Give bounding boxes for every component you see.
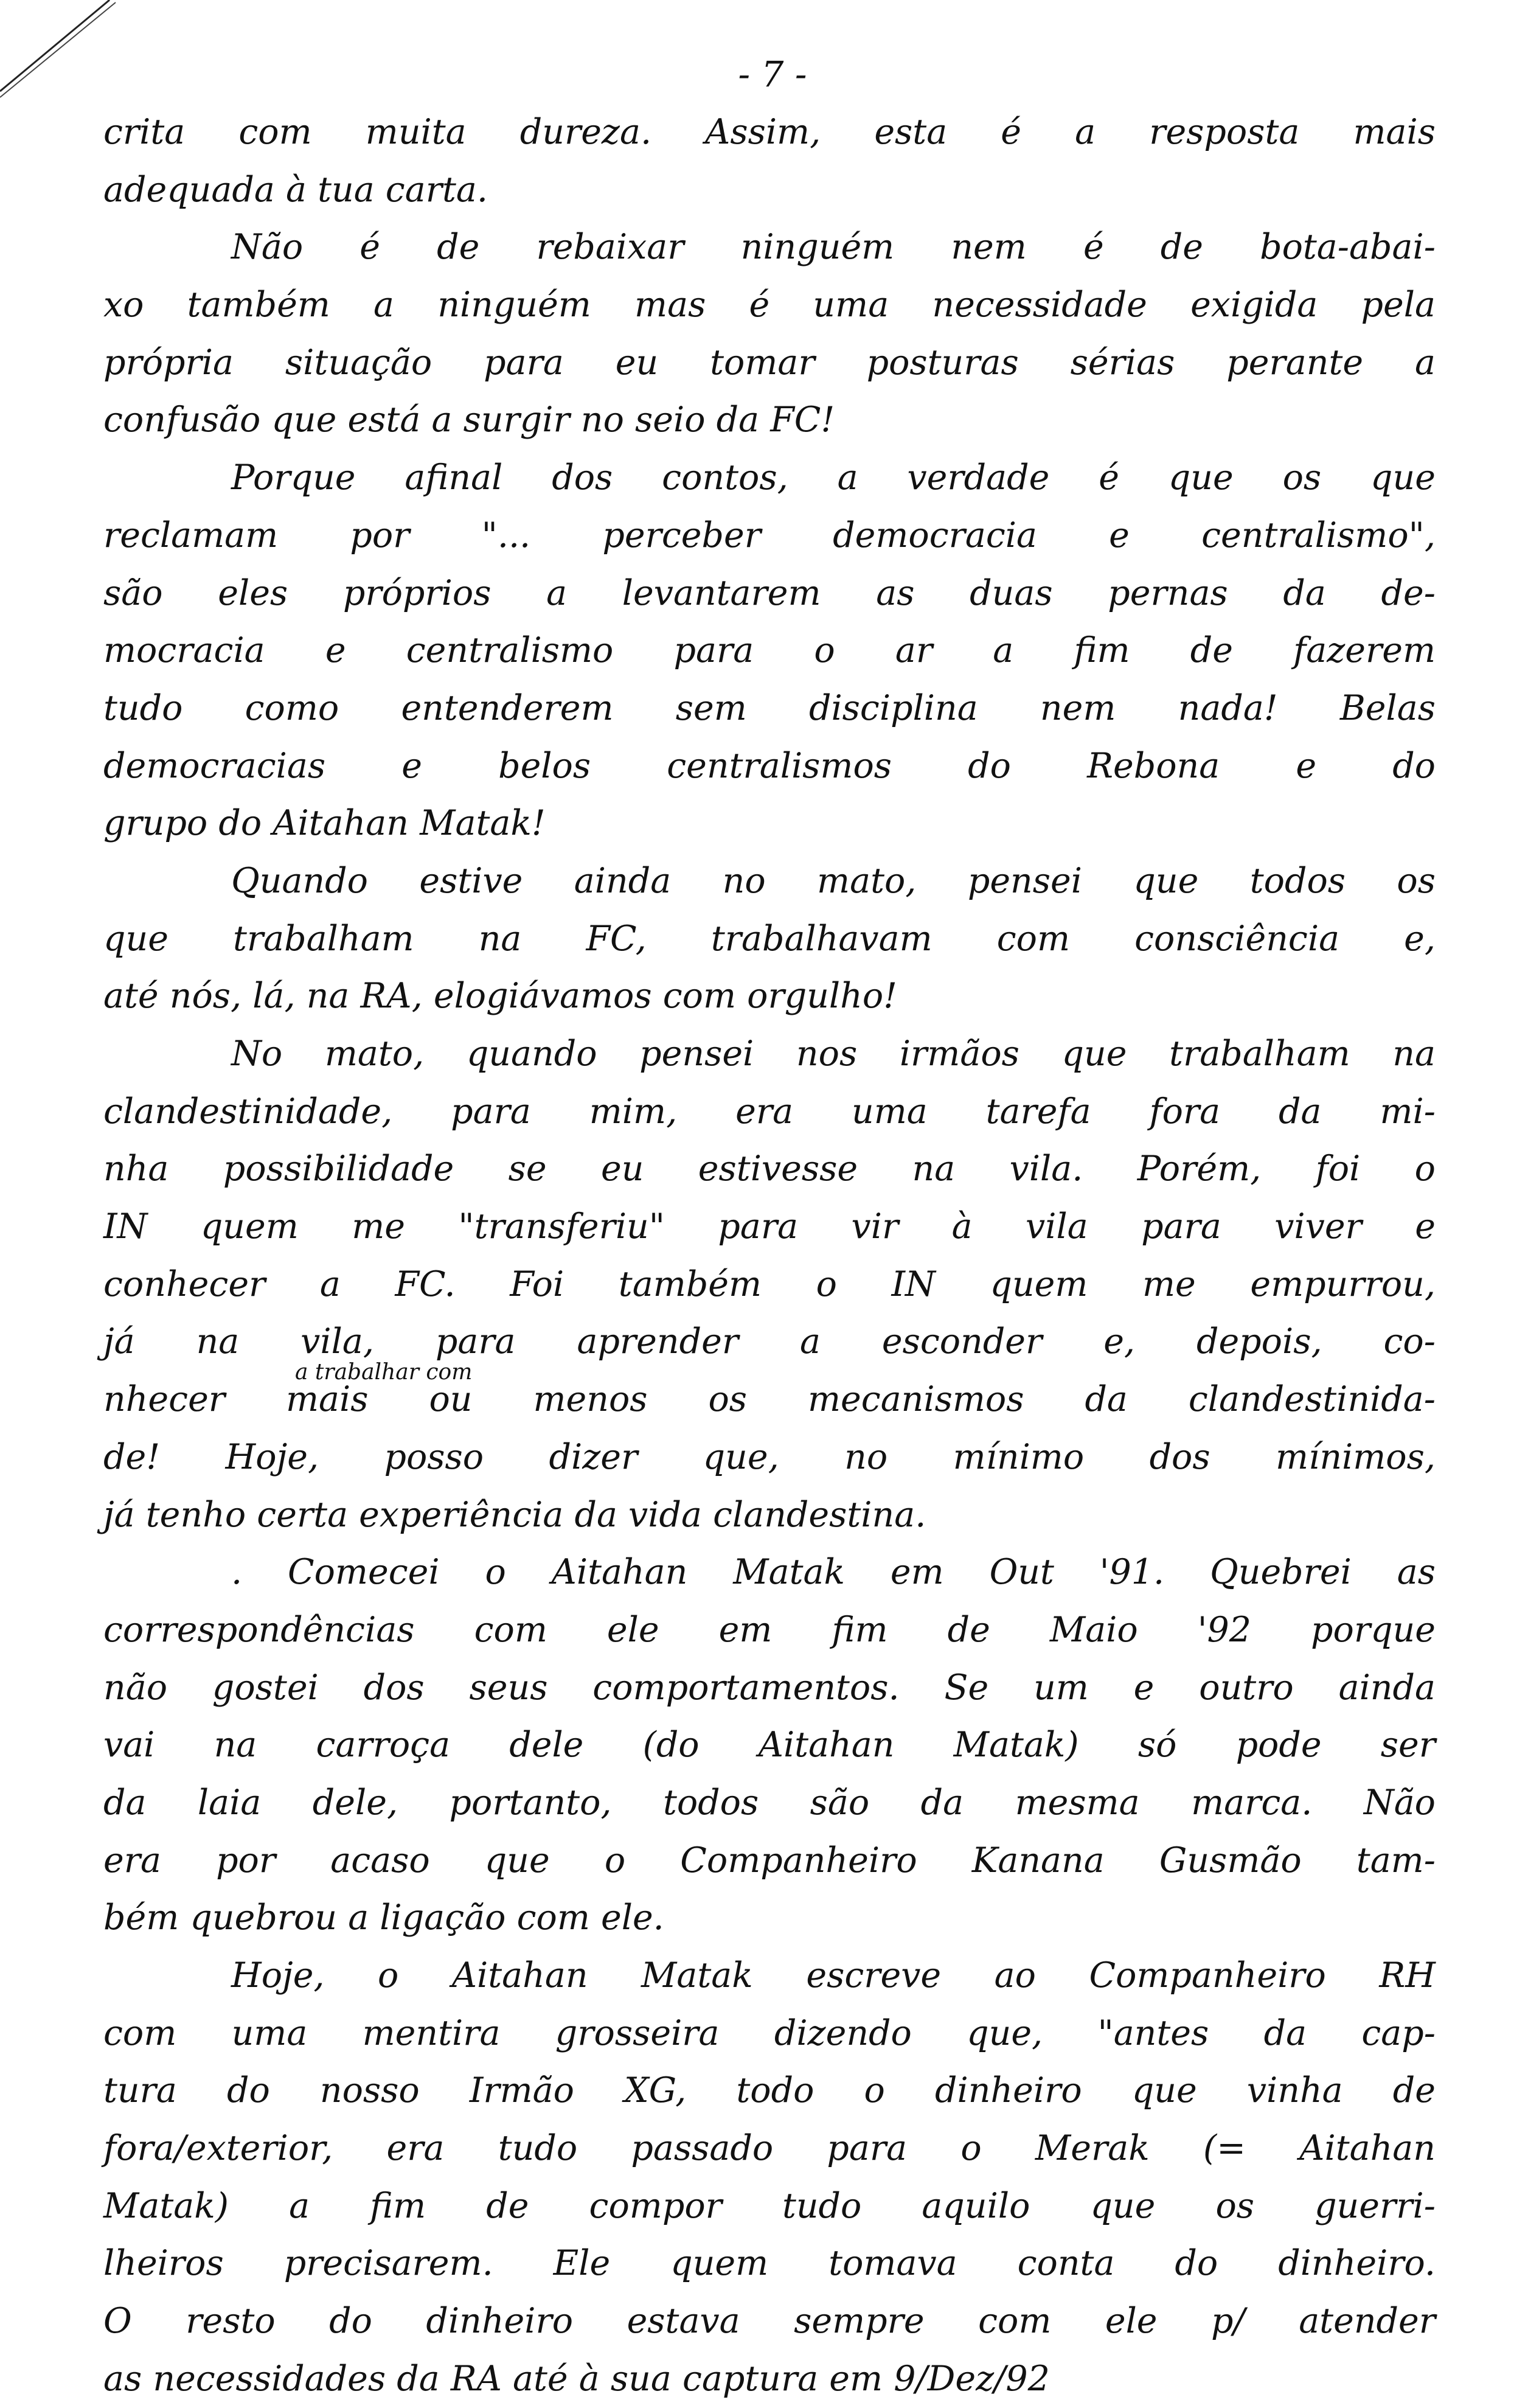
- text-line: IN quem me "transferiu" para vir à vila para viver e: [103, 1206, 1436, 1247]
- text-line: crita com muita dureza. Assim, esta é a resposta mais: [103, 112, 1436, 152]
- text-line: própria situação para eu tomar posturas sérias perante a: [103, 342, 1436, 383]
- text-line: vai na carroça dele (do Aitahan Matak) só pode ser: [103, 1725, 1436, 1766]
- paragraph-start-line: Porque afinal dos contos, a verdade é que os que: [231, 458, 1436, 498]
- text-line: era por acaso que o Companheiro Kanana Gusmão tam-: [103, 1840, 1436, 1881]
- page-number: - 7 -: [738, 54, 807, 95]
- text-line: com uma mentira grosseira dizendo que, "antes da cap-: [103, 2013, 1436, 2053]
- text-line: fora/exterior, era tudo passado para o Merak (= Aitahan: [103, 2128, 1436, 2169]
- text-line: já na vila, para aprender a esconder e, depois, co-: [103, 1321, 1436, 1362]
- scan-corner-mark: [0, 0, 122, 103]
- text-line: já tenho certa experiência da vida clandestina.: [103, 1494, 926, 1535]
- text-line: de! Hoje, posso dizer que, no mínimo dos mínimos,: [103, 1436, 1436, 1477]
- text-line: grupo do Aitahan Matak!: [103, 803, 546, 844]
- text-line: bém quebrou a ligação com ele.: [103, 1898, 664, 1938]
- text-line: Matak) a fim de compor tudo aquilo que os guerri-: [103, 2185, 1436, 2226]
- text-line: são eles próprios a levantarem as duas pernas da de-: [103, 572, 1436, 613]
- text-line: que trabalham na FC, trabalhavam com consciência e,: [103, 918, 1436, 959]
- paragraph-start-line: Não é de rebaixar ninguém nem é de bota-abai-: [231, 227, 1436, 268]
- text-line: tura do nosso Irmão XG, todo o dinheiro que vinha de: [103, 2070, 1436, 2111]
- insertion-note: a trabalhar com: [295, 1360, 473, 1385]
- text-line: mocracia e centralismo para o ar a fim de fazerem: [103, 630, 1436, 671]
- paragraph-start-line: Hoje, o Aitahan Matak escreve ao Companheiro RH: [231, 1955, 1436, 1996]
- paragraph-start-line: Quando estive ainda no mato, pensei que todos os: [231, 860, 1436, 901]
- text-line: nhecer mais ou menos os mecanismos da clandestinida-: [103, 1379, 1436, 1420]
- text-line: reclamam por "... perceber democracia e centralismo",: [103, 515, 1436, 555]
- text-line: adequada à tua carta.: [103, 169, 488, 210]
- text-line: xo também a ninguém mas é uma necessidade exigida pela: [103, 285, 1436, 325]
- text-line: O resto do dinheiro estava sempre com ele p/ atender: [103, 2301, 1436, 2342]
- text-line: nha possibilidade se eu estivesse na vila. Porém, foi o: [103, 1149, 1436, 1189]
- text-line: até nós, lá, na RA, elogiávamos com orgulho!: [103, 976, 898, 1017]
- text-line: lheiros precisarem. Ele quem tomava conta do dinheiro.: [103, 2243, 1436, 2284]
- text-line: da laia dele, portanto, todos são da mesma marca. Não: [103, 1782, 1436, 1823]
- paragraph-start-line: . Comecei o Aitahan Matak em Out '91. Quebrei as: [231, 1552, 1436, 1593]
- paragraph-start-line: No mato, quando pensei nos irmãos que trabalham na: [231, 1034, 1436, 1074]
- text-line: confusão que está a surgir no seio da FC!: [103, 400, 835, 440]
- text-line: não gostei dos seus comportamentos. Se um e outro ainda: [103, 1667, 1436, 1708]
- text-line: tudo como entenderem sem disciplina nem nada! Belas: [103, 687, 1436, 728]
- letter-body: [103, 103, 1436, 2408]
- text-line: as necessidades da RA até à sua captura em 9/Dez/92: [103, 2358, 1050, 2399]
- text-line: democracias e belos centralismos do Rebona e do: [103, 745, 1436, 786]
- text-line: correspondências com ele em fim de Maio '92 porque: [103, 1609, 1436, 1650]
- text-line: conhecer a FC. Foi também o IN quem me empurrou,: [103, 1264, 1436, 1304]
- text-line: clandestinidade, para mim, era uma tarefa fora da mi-: [103, 1091, 1436, 1132]
